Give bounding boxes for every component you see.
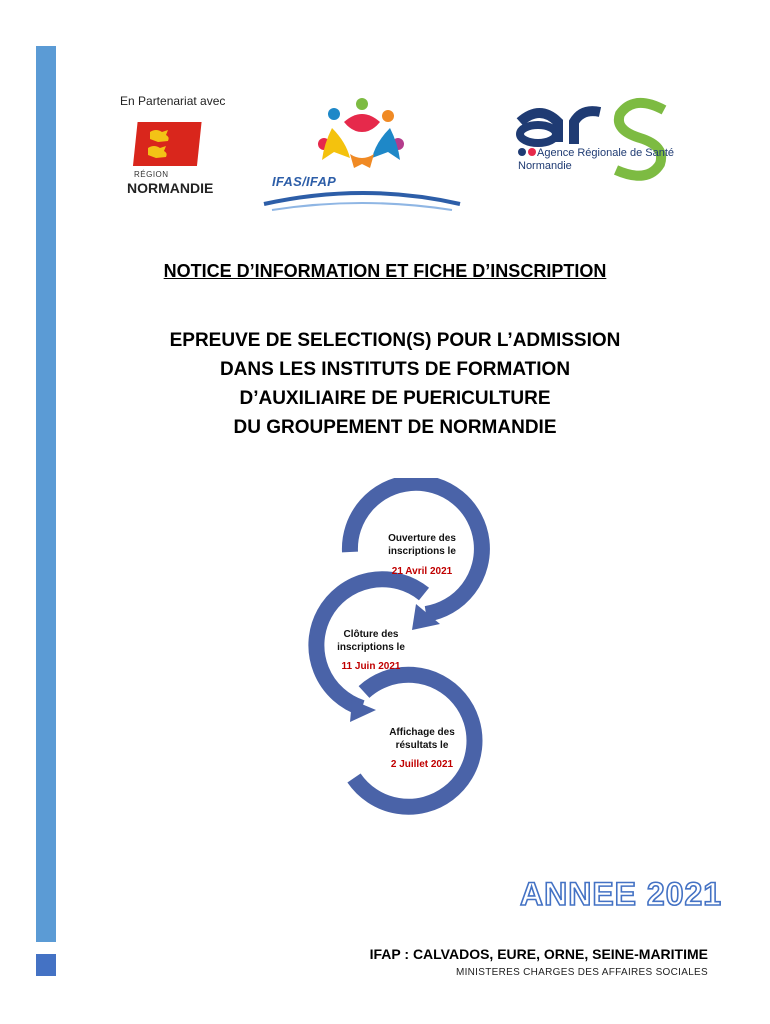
region-small-label: RÉGION — [134, 170, 169, 179]
step-2-date: 11 Juin 2021 — [341, 661, 401, 672]
side-accent-bar — [36, 46, 56, 942]
step-1-label — [367, 532, 477, 558]
year-heading-text: ANNEE 2021 — [520, 876, 723, 912]
step-2-label-line-2: inscriptions le — [337, 642, 405, 653]
ifas-ifap-label: IFAS/IFAP — [272, 174, 337, 189]
selection-title-line-2: DANS LES INSTITUTS DE FORMATION — [219, 359, 571, 380]
selection-title — [90, 326, 700, 442]
step-2-label-line-1: Clôture des — [343, 629, 399, 640]
step-1-label-line-1: Ouverture des — [388, 533, 456, 544]
step-1-date: 21 Avril 2021 — [391, 566, 453, 577]
region-name-label: NORMANDIE — [127, 180, 214, 196]
side-accent-square — [36, 954, 56, 976]
step-3-label-line-2: résultats le — [395, 740, 449, 751]
step-1-label-line-2: inscriptions le — [388, 546, 456, 557]
ars-agency-label: Agence Régionale de Santé — [537, 147, 674, 159]
ifas-ifap-logo — [258, 92, 464, 214]
notice-title: NOTICE D’INFORMATION ET FICHE D’INSCRIPTION — [163, 261, 607, 281]
year-heading — [520, 876, 722, 913]
ars-region-label: Normandie — [518, 160, 572, 172]
step-3-date: 2 Juillet 2021 — [390, 759, 454, 770]
step-3-label-line-1: Affichage des — [389, 727, 455, 738]
ars-logo — [514, 94, 684, 190]
selection-title-line-1: EPREUVE DE SELECTION(S) POUR L’ADMISSION — [169, 330, 621, 351]
selection-title-line-3: D’AUXILIAIRE DE PUERICULTURE — [239, 388, 551, 409]
selection-title-line-4: DU GROUPEMENT DE NORMANDIE — [233, 417, 557, 438]
ministeres-label: MINISTERES CHARGES DES AFFAIRES SOCIALES — [455, 967, 708, 978]
step-2-label — [316, 628, 426, 654]
partner-text: En Partenariat avec — [120, 94, 226, 108]
ifap-locations: IFAP : CALVADOS, EURE, ORNE, SEINE-MARITIME — [369, 946, 708, 962]
step-3-label — [367, 726, 477, 752]
